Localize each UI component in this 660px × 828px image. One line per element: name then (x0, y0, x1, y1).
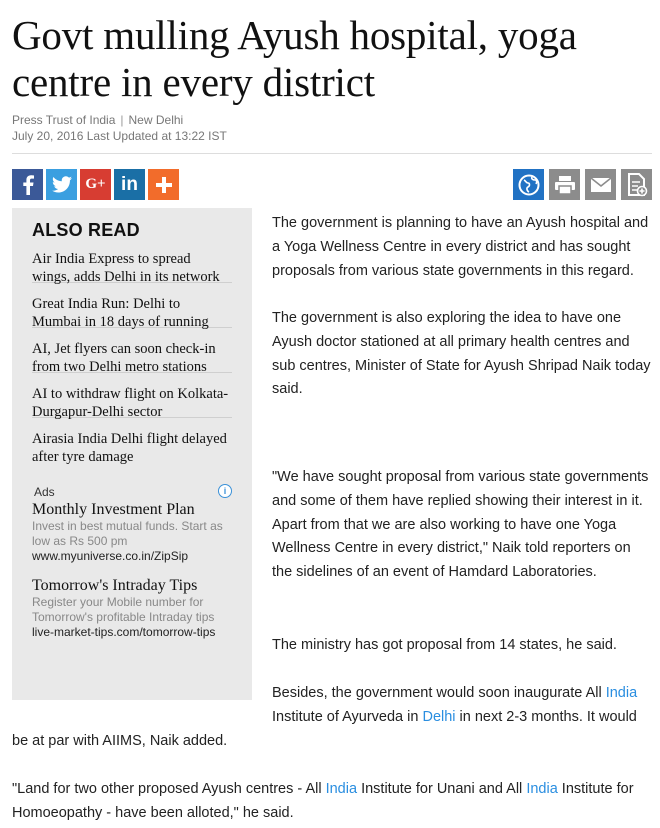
ad-url[interactable]: www.myuniverse.co.in/ZipSip (32, 549, 189, 563)
ad-unit[interactable] (32, 576, 237, 640)
divider (12, 153, 652, 154)
topic-link-india[interactable]: India (605, 685, 638, 701)
twitter-icon[interactable] (46, 169, 77, 200)
publish-date: July 20, 2016 Last Updated at 13:22 IST (12, 129, 227, 143)
also-read-item[interactable]: Air India Express to spread wings, adds Delhi in its network (32, 246, 232, 283)
paragraph-text: Besides, the government would soon inaugurate All (272, 685, 606, 701)
also-read-title: ALSO READ (32, 220, 140, 240)
print-icon[interactable] (549, 169, 580, 200)
topic-link-india[interactable]: India (325, 781, 358, 797)
article-paragraph-continued: be at par with AIIMS, Naik added. (12, 733, 228, 749)
topic-link-india[interactable]: India (526, 781, 558, 797)
location: New Delhi (128, 113, 184, 127)
email-icon[interactable] (585, 169, 616, 200)
article-paragraph: The government is planning to have an Ayush hospital and a Yoga Wellness Centre in every district and has sought proposals from various state governments in this regard. (272, 215, 649, 279)
byline (12, 112, 183, 128)
also-read-sidebar (12, 208, 252, 700)
article-paragraph (272, 682, 652, 730)
article-paragraph (12, 778, 652, 826)
also-read-item[interactable]: AI, Jet flyers can soon check-in from two Delhi metro stations (32, 336, 232, 373)
ad-description: Register your Mobile number for Tomorrow's profitable Intraday tips (32, 595, 215, 624)
paragraph-text: Institute for Unani and All (357, 781, 527, 797)
also-read-item[interactable]: AI to withdraw flight on Kolkata-Durgapur-Delhi sector (32, 381, 232, 418)
ad-url[interactable]: live-market-tips.com/tomorrow-tips (32, 625, 216, 639)
article-paragraph: "We have sought proposal from various state governments and some of them have replied showing their interest in it. Apart from that we are also working to have one Yoga Wellness Centre in every district," Naik told reporters on the sidelines of an event of Hamdard Laboratories. (272, 469, 649, 581)
google-plus-icon[interactable]: G+ (80, 169, 111, 200)
ad-info-icon[interactable]: i (218, 484, 232, 498)
ad-description: Invest in best mutual funds. Start as low as Rs 500 pm (32, 519, 223, 548)
byline-separator: | (120, 113, 124, 127)
article-paragraph: The ministry has got proposal from 14 states, he said. (272, 637, 617, 653)
plus-icon[interactable] (148, 169, 179, 200)
document-icon[interactable] (621, 169, 652, 200)
ad-title[interactable]: Tomorrow's Intraday Tips (32, 577, 198, 594)
article-tools (513, 169, 652, 200)
share-bar (12, 169, 179, 200)
paragraph-text: in next 2-3 months. It would (455, 708, 637, 725)
article-paragraph: The government is also exploring the idea to have one Ayush doctor stationed at all primary health centres and sub centres, Minister of State for Ayush Shripad Naik today said. (272, 310, 651, 398)
ad-title[interactable]: Monthly Investment Plan (32, 501, 195, 518)
article-headline: Govt mulling Ayush hospital, yoga centre in every district (12, 12, 577, 105)
paragraph-text: Institute for Homoeopathy - have been alloted," he said. (12, 781, 634, 821)
translate-icon[interactable] (513, 169, 544, 200)
paragraph-text: Institute of Ayurveda in (272, 708, 423, 725)
ads-label: Ads (34, 485, 55, 499)
facebook-icon[interactable] (12, 169, 43, 200)
ad-unit[interactable] (32, 500, 237, 564)
source-name[interactable]: Press Trust of India (12, 113, 116, 127)
also-read-list (32, 246, 232, 463)
topic-link-delhi[interactable]: Delhi (422, 708, 456, 725)
linkedin-icon[interactable]: in (114, 169, 145, 200)
paragraph-text: "Land for two other proposed Ayush centres - All (12, 781, 326, 797)
also-read-item[interactable]: Great India Run: Delhi to Mumbai in 18 days of running (32, 291, 232, 328)
also-read-item[interactable]: Airasia India Delhi flight delayed after tyre damage (32, 431, 227, 465)
